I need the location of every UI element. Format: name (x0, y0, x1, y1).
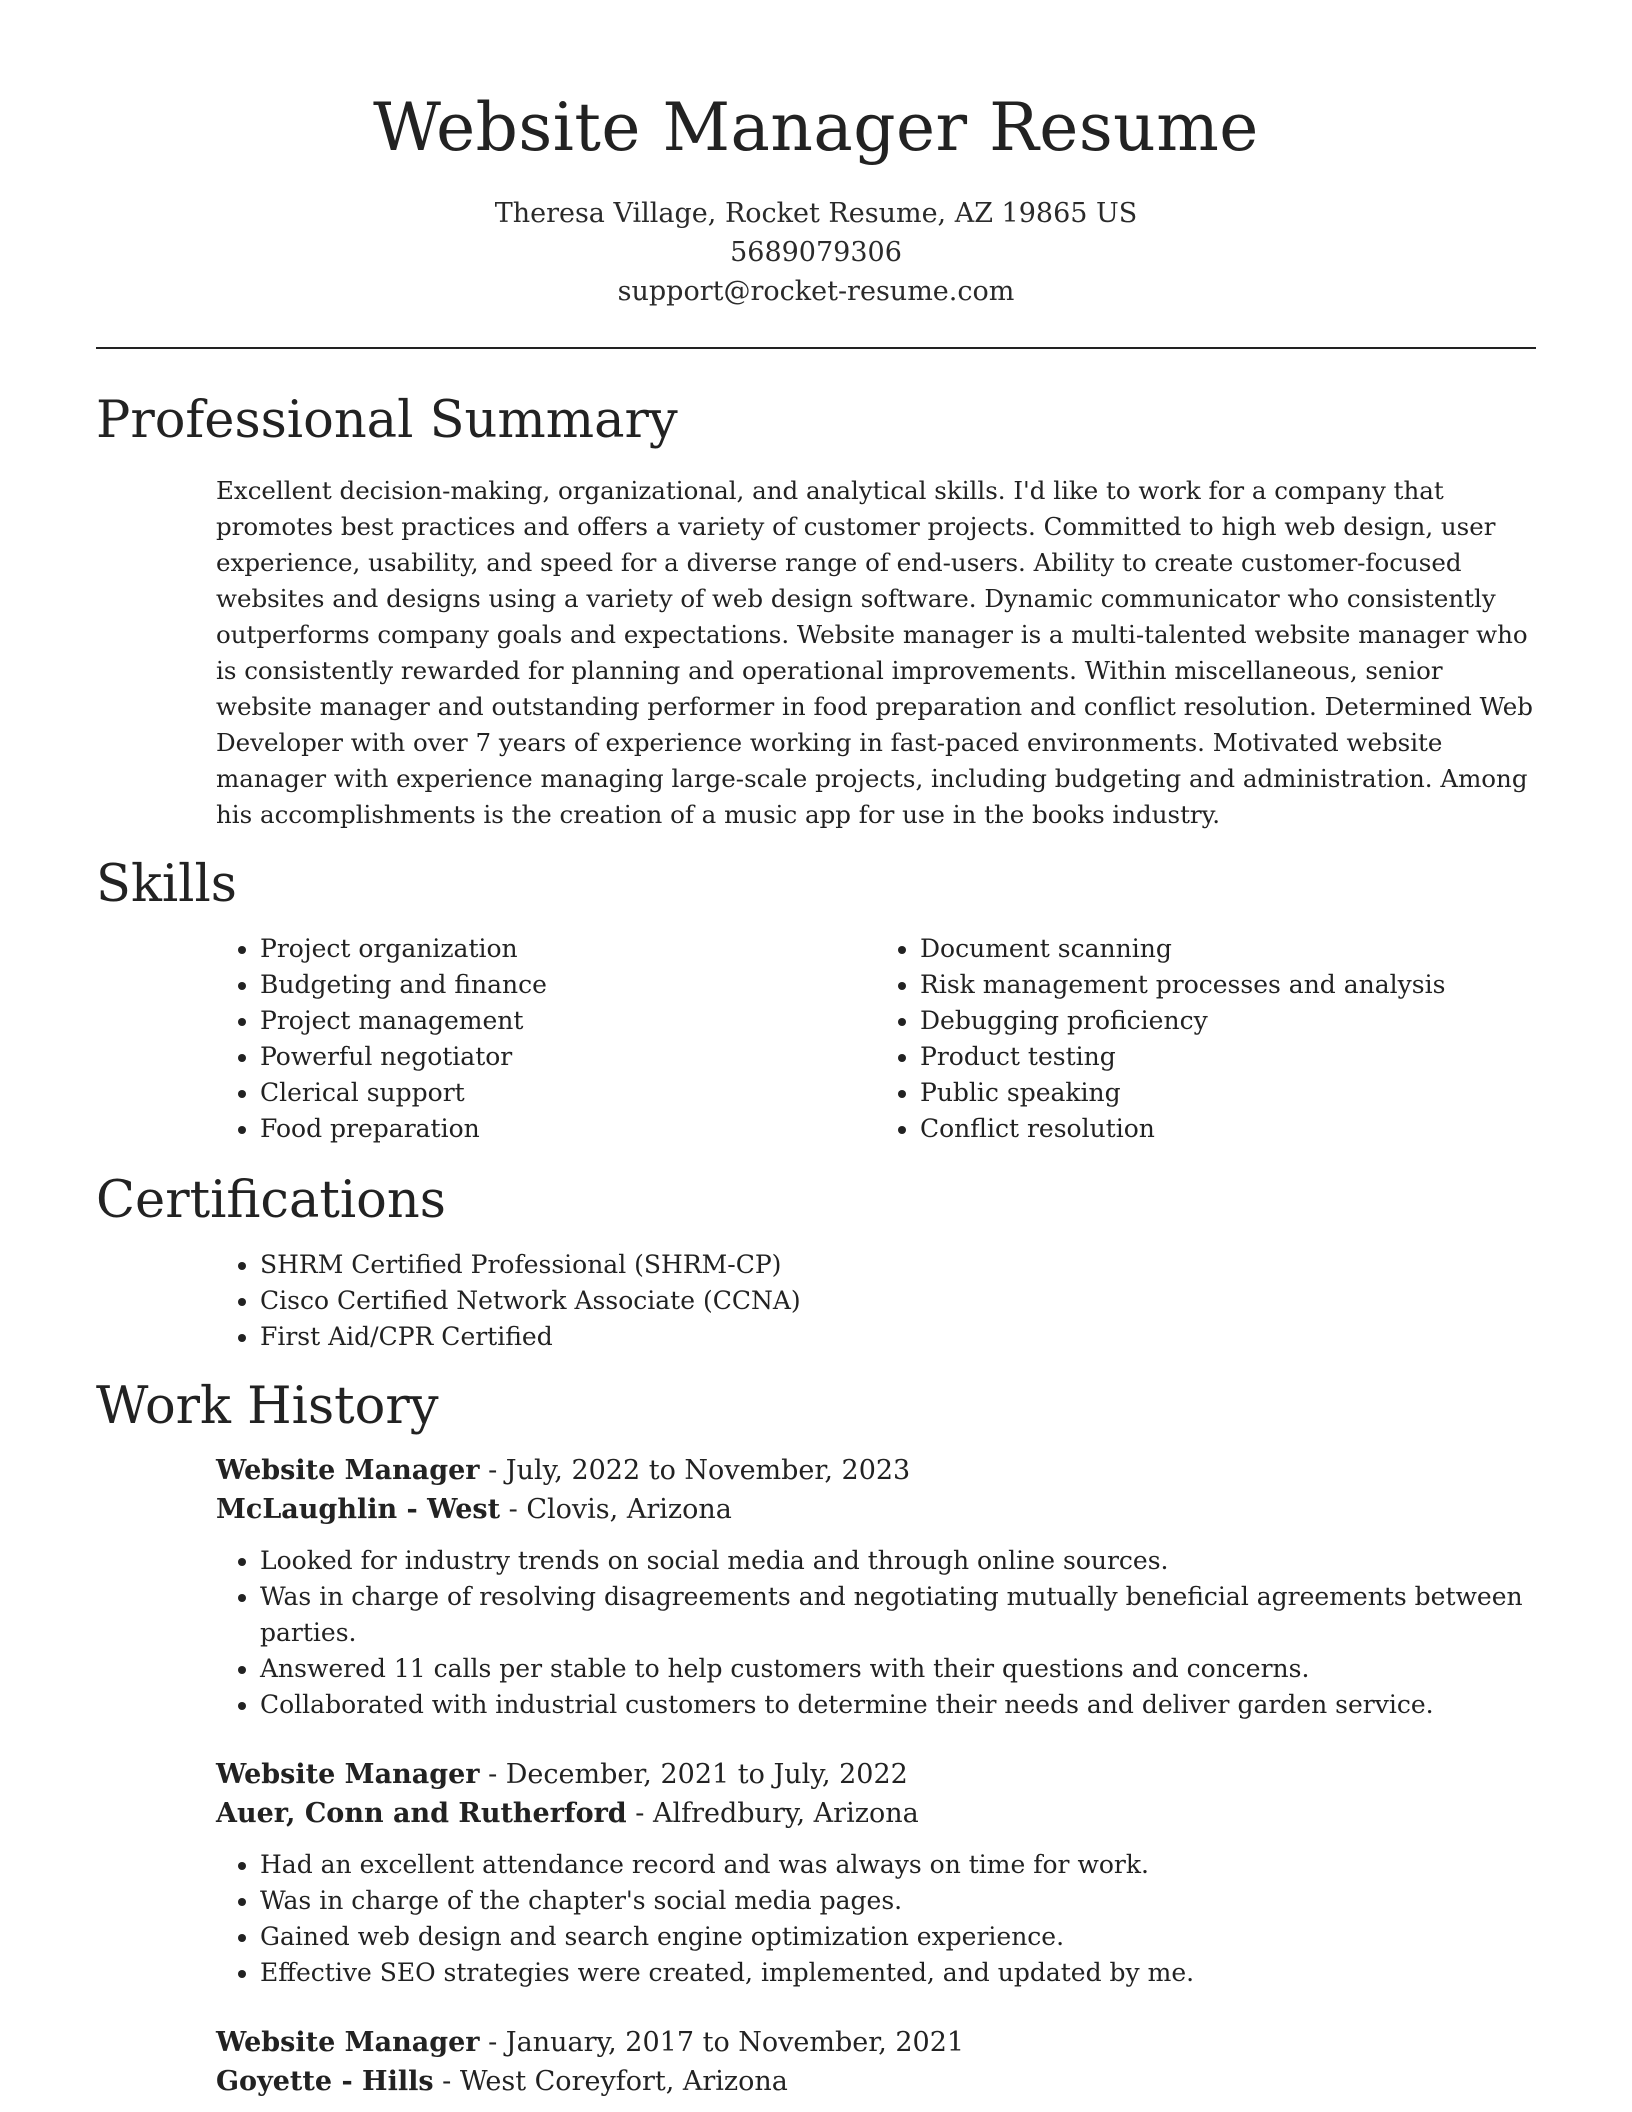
header-divider (96, 347, 1536, 349)
list-item: • Collaborated with industrial customers to determine their needs and deliver garden service. (260, 1687, 1536, 1723)
contact-info (96, 194, 1536, 311)
job-location: - Alfredbury, Arizona (626, 1798, 919, 1829)
address-text: Theresa Village, Rocket Resume, AZ 19865 US (494, 198, 1138, 229)
job-entry (96, 1755, 1536, 1991)
job-dates: - December, 2021 to July, 2022 (479, 1759, 908, 1790)
skills-list-left (216, 931, 876, 1147)
list-item: • SHRM Certified Professional (SHRM-CP) (260, 1247, 1536, 1283)
job-entry (96, 2023, 1536, 2101)
list-item: • Project organization (260, 931, 876, 967)
certifications-list (216, 1247, 1536, 1355)
list-item: • Had an excellent attendance record and was always on time for work. (260, 1847, 1536, 1883)
list-item: • Was in charge of the chapter's social media pages. (260, 1883, 1536, 1919)
job-company: McLaughlin - West (216, 1494, 501, 1525)
job-company: Goyette - Hills (216, 2066, 434, 2097)
list-item: • Debugging proficiency (920, 1003, 1536, 1039)
section-heading-summary: Professional Summary (96, 391, 678, 450)
job-company-line (216, 1490, 1536, 1529)
job-company-line (216, 2062, 1536, 2101)
section-heading-work-history: Work History (96, 1377, 439, 1436)
list-item: • Document scanning (920, 931, 1536, 967)
summary-text: Excellent decision-making, organizational, and analytical skills. I'd like to work for a company that promotes best practices and offers a variety of customer projects. Committed to high web design, user experience, usability, and speed for a diverse range of end-users. Ability to create customer-focused websites and designs using a variety of web design software. Dynamic communicator who consistently outperforms company goals and expectations. Website manager is a multi-talented website manager who is consistently rewarded for planning and operational improvements. Within miscellaneous, senior website manager and outstanding performer in food preparation and conflict resolution. Determined Web Developer with over 7 years of experience working in fast-paced environments. Motivated website manager with experience managing large-scale projects, including budgeting and administration. Among his accomplishments is the creation of a music app for use in the books industry. (216, 476, 1533, 829)
job-bullets (216, 1543, 1536, 1723)
resume-header (96, 0, 1536, 311)
section-heading-skills: Skills (96, 855, 237, 914)
job-title-line (216, 1755, 1536, 1794)
list-item: • Cisco Certified Network Associate (CCNA) (260, 1283, 1536, 1319)
job-location: - Clovis, Arizona (500, 1494, 732, 1525)
list-item: • Public speaking (920, 1075, 1536, 1111)
certifications-body (96, 1247, 1536, 1355)
section-heading-certifications: Certifications (96, 1171, 446, 1230)
list-item: • Gained web design and search engine optimization experience. (260, 1919, 1536, 1955)
list-item: • Powerful negotiator (260, 1039, 876, 1075)
email-text: support@rocket-resume.com (617, 276, 1015, 307)
phone-text: 5689079306 (730, 237, 902, 268)
list-item: • Product testing (920, 1039, 1536, 1075)
work-history-section (96, 1375, 1536, 2101)
skills-section (96, 853, 1536, 1147)
list-item: • Clerical support (260, 1075, 876, 1111)
list-item: • Effective SEO strategies were created, implemented, and updated by me. (260, 1955, 1536, 1991)
job-bullets (216, 1847, 1536, 1991)
job-entry (96, 1451, 1536, 1723)
job-location: - West Coreyfort, Arizona (433, 2066, 788, 2097)
job-title-line (216, 2023, 1536, 2062)
certifications-section (96, 1169, 1536, 1355)
job-dates: - January, 2017 to November, 2021 (479, 2027, 965, 2058)
list-item: • Risk management processes and analysis (920, 967, 1536, 1003)
list-item: • Budgeting and finance (260, 967, 876, 1003)
list-item: • Looked for industry trends on social media and through online sources. (260, 1543, 1536, 1579)
job-company: Auer, Conn and Rutherford (216, 1798, 627, 1829)
job-title-line (216, 1451, 1536, 1490)
job-dates: - July, 2022 to November, 2023 (479, 1455, 911, 1486)
job-role: Website Manager (216, 1455, 480, 1486)
list-item: • Answered 11 calls per stable to help customers with their questions and concerns. (260, 1651, 1536, 1687)
job-company-line (216, 1794, 1536, 1833)
job-role: Website Manager (216, 1759, 480, 1790)
list-item: • Food preparation (260, 1111, 876, 1147)
summary-section (96, 389, 1536, 833)
list-item: • Was in charge of resolving disagreements and negotiating mutually beneficial agreements between parties. (260, 1579, 1536, 1651)
skills-columns (96, 931, 1536, 1147)
skills-list-right (876, 931, 1536, 1147)
list-item: • First Aid/CPR Certified (260, 1319, 1536, 1355)
job-role: Website Manager (216, 2027, 480, 2058)
list-item: • Conflict resolution (920, 1111, 1536, 1147)
list-item: • Project management (260, 1003, 876, 1039)
page-title: Website Manager Resume (373, 89, 1259, 166)
